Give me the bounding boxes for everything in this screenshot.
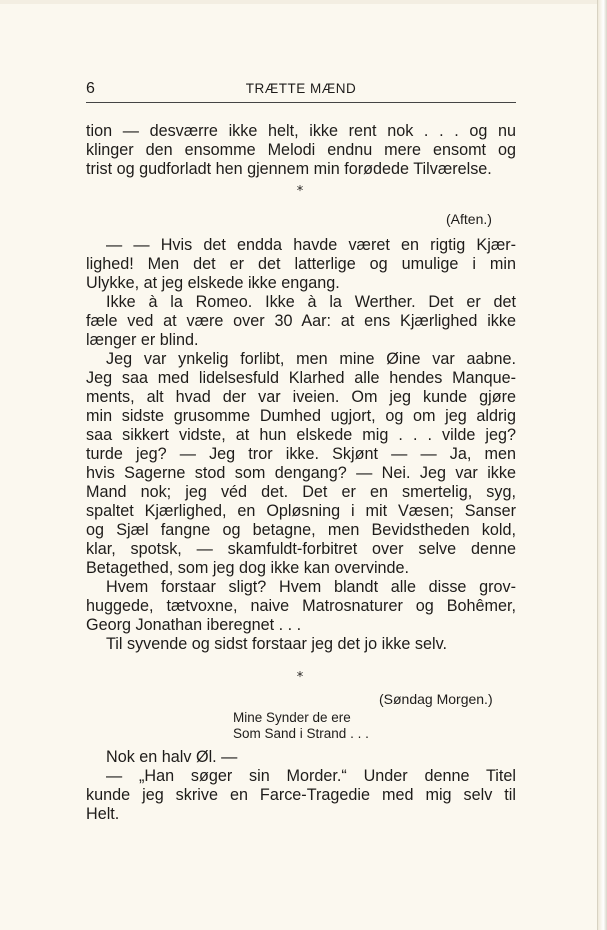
text-line: klar, spotsk, — skamfuldt-forbitret over selve denne xyxy=(86,540,516,558)
text-line: saa sikkert vidste, at hun elskede mig . . . vilde jeg? xyxy=(86,426,516,444)
text-line: Jeg var ynkelig forlibt, men mine Øine var aabne. xyxy=(106,350,516,368)
page-right-edge xyxy=(597,0,607,930)
running-title: TRÆTTE MÆND xyxy=(245,81,357,96)
text-line: Betagethed, som jeg dog ikke kan overvinde. xyxy=(86,559,410,577)
text-line: trist og gudforladt hen gjennem min forødede Tilværelse. xyxy=(86,160,492,178)
verse-quotation xyxy=(233,710,369,742)
text-line: lighed! Men det er det latterlige og umulige i min xyxy=(86,255,516,273)
text-line: Til syvende og sidst forstaar jeg det jo ikke selv. xyxy=(106,635,447,653)
page-number: 6 xyxy=(86,80,95,97)
text-line: Nok en halv Øl. — xyxy=(106,748,238,766)
text-line: spaltet Kjærlighed, en Opløsning i mit Væsen; Sanser xyxy=(86,502,516,520)
text-line: — „Han søger sin Morder.“ Under denne Titel xyxy=(106,767,516,785)
text-line: og Sjæl fangne og betagne, men Bevidstheden kold, xyxy=(86,521,516,539)
text-line: Helt. xyxy=(86,805,120,823)
text-line: Hvem forstaar sligt? Hvem blandt alle disse grov- xyxy=(106,578,516,596)
diary-entry-sunday xyxy=(86,748,516,824)
text-line: fæle ved at være over 30 Aar: at ens Kjærlighed ikke xyxy=(86,312,516,330)
diary-entry-evening xyxy=(86,236,516,654)
verse-line: Som Sand i Strand . . . xyxy=(233,726,369,741)
text-line: Ikke à la Romeo. Ikke à la Werther. Det er det xyxy=(106,293,516,311)
text-line: klinger den ensomme Melodi endnu mere ensomt og xyxy=(86,141,516,159)
text-line: turde jeg? — Jeg tror ikke. Skjønt — — Ja, men xyxy=(86,445,516,463)
section-separator-star: * xyxy=(296,670,304,685)
paragraph-continuation xyxy=(86,122,516,179)
dateline-evening: (Aften.) xyxy=(446,211,492,227)
text-line: Ulykke, at jeg elskede ikke engang. xyxy=(86,274,340,292)
text-line: hvis Sagerne stod som dengang? — Nei. Jeg var ikke xyxy=(86,464,516,482)
text-line: Jeg saa med lidelsesfuld Klarhed alle hendes Manque- xyxy=(86,369,516,387)
section-separator-star: * xyxy=(296,184,304,199)
text-line: min sidste grusomme Dumhed ugjort, og om jeg aldrig xyxy=(86,407,516,425)
dateline-sunday-morning: (Søndag Morgen.) xyxy=(379,691,493,707)
text-line: ments, alt hvad der var iveien. Om jeg kunde gjøre xyxy=(86,388,516,406)
text-line: huggede, tætvoxne, naive Matrosnaturer og Bohêmer, xyxy=(86,597,516,615)
text-line: længer er blind. xyxy=(86,331,199,349)
verse-line: Mine Synder de ere xyxy=(233,710,351,725)
text-line: — — Hvis det endda havde været en rigtig Kjær- xyxy=(106,236,516,254)
text-line: Mand nok; jeg véd det. Det er en smertelig, syg, xyxy=(86,483,516,501)
text-line: Georg Jonathan iberegnet . . . xyxy=(86,616,302,634)
text-line: tion — desværre ikke helt, ikke rent nok . . . og nu xyxy=(86,122,516,140)
page-top-edge xyxy=(0,0,607,4)
page-header xyxy=(86,76,516,103)
text-line: kunde jeg skrive en Farce-Tragedie med mig selv til xyxy=(86,786,516,804)
